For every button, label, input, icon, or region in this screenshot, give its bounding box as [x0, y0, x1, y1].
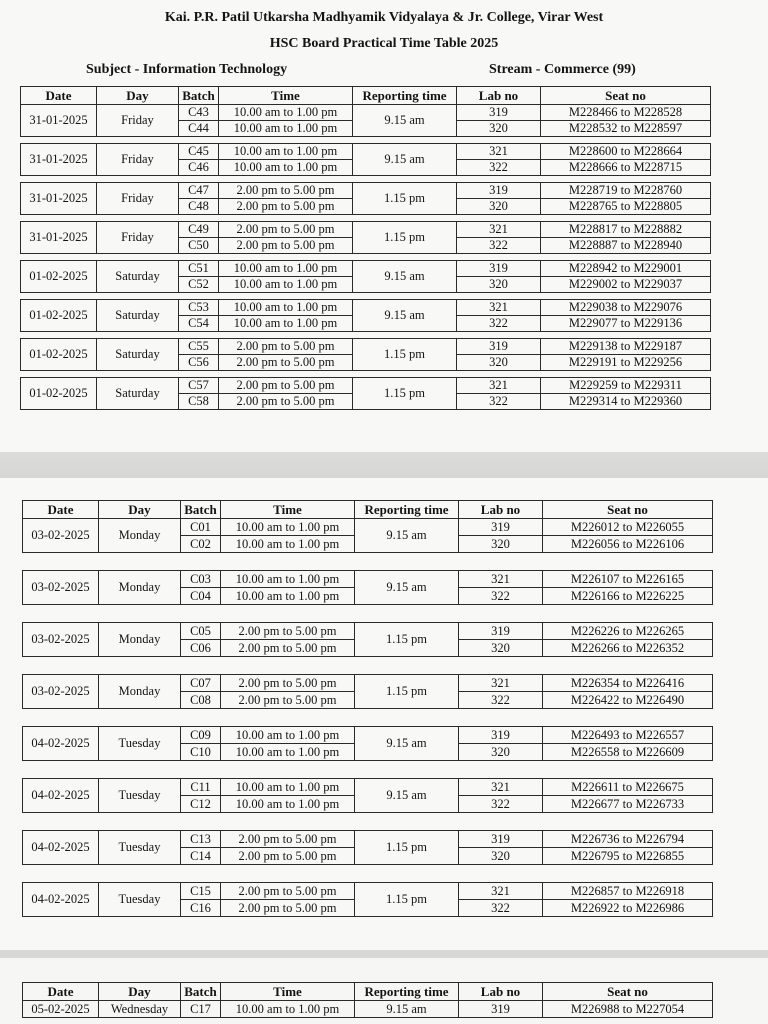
reporting-time-cell: 1.15 pm	[355, 675, 459, 709]
column-header: Lab no	[459, 501, 543, 519]
seat-no-cell: M228466 to M228528	[541, 105, 711, 121]
group-spacer	[23, 865, 713, 883]
seat-no-cell: M228719 to M228760	[541, 183, 711, 199]
table-row	[23, 727, 713, 744]
lab-no-cell: 320	[457, 121, 541, 137]
lab-no-cell: 320	[459, 640, 543, 657]
column-header: Lab no	[459, 983, 543, 1001]
lab-no-cell: 319	[457, 339, 541, 355]
lab-no-cell: 321	[459, 883, 543, 900]
lab-no-cell: 321	[457, 300, 541, 316]
batch-cell: C58	[179, 394, 219, 410]
seat-no-cell: M226677 to M226733	[543, 796, 713, 813]
seat-no-cell: M228666 to M228715	[541, 160, 711, 176]
time-cell: 2.00 pm to 5.00 pm	[219, 199, 353, 215]
batch-cell: C08	[181, 692, 221, 709]
seat-no-cell: M229191 to M229256	[541, 355, 711, 371]
lab-no-cell: 321	[459, 571, 543, 588]
day-cell: Monday	[99, 519, 181, 553]
date-cell: 04-02-2025	[23, 727, 99, 761]
seat-no-cell: M226266 to M226352	[543, 640, 713, 657]
batch-cell: C01	[181, 519, 221, 536]
date-cell: 03-02-2025	[23, 623, 99, 657]
header-row	[23, 983, 713, 1001]
seat-no-cell: M226226 to M226265	[543, 623, 713, 640]
time-cell: 2.00 pm to 5.00 pm	[221, 831, 355, 848]
table-row	[21, 144, 711, 160]
seat-no-cell: M226795 to M226855	[543, 848, 713, 865]
date-cell: 03-02-2025	[23, 519, 99, 553]
date-cell: 31-01-2025	[21, 144, 97, 176]
seat-no-cell: M229077 to M229136	[541, 316, 711, 332]
group-spacer	[21, 137, 711, 144]
table-row	[23, 779, 713, 796]
sheet-gap-2	[0, 950, 768, 958]
reporting-time-cell: 9.15 am	[355, 1001, 459, 1018]
table-row	[21, 183, 711, 199]
lab-no-cell: 322	[459, 692, 543, 709]
batch-cell: C07	[181, 675, 221, 692]
spacer-cell	[23, 553, 713, 571]
lab-no-cell: 320	[459, 848, 543, 865]
seat-no-cell: M229138 to M229187	[541, 339, 711, 355]
table-row	[21, 261, 711, 277]
column-header: Batch	[181, 983, 221, 1001]
seat-no-cell: M226922 to M226986	[543, 900, 713, 917]
batch-cell: C56	[179, 355, 219, 371]
column-header: Lab no	[457, 87, 541, 105]
reporting-time-cell: 1.15 pm	[355, 831, 459, 865]
column-header: Reporting time	[355, 983, 459, 1001]
seat-no-cell: M226857 to M226918	[543, 883, 713, 900]
lab-no-cell: 322	[459, 796, 543, 813]
column-header: Seat no	[541, 87, 711, 105]
batch-cell: C14	[181, 848, 221, 865]
lab-no-cell: 322	[457, 316, 541, 332]
table-row	[23, 831, 713, 848]
group-spacer	[21, 332, 711, 339]
batch-cell: C48	[179, 199, 219, 215]
day-cell: Friday	[97, 105, 179, 137]
sheet-gap	[0, 452, 768, 478]
date-cell: 31-01-2025	[21, 105, 97, 137]
lab-no-cell: 320	[459, 536, 543, 553]
spacer-cell	[21, 215, 711, 222]
reporting-time-cell: 9.15 am	[353, 144, 457, 176]
column-header: Date	[21, 87, 97, 105]
spacer-cell	[23, 709, 713, 727]
seat-no-cell: M226422 to M226490	[543, 692, 713, 709]
date-cell: 03-02-2025	[23, 571, 99, 605]
time-cell: 2.00 pm to 5.00 pm	[219, 339, 353, 355]
time-cell: 10.00 am to 1.00 pm	[219, 316, 353, 332]
spacer-cell	[21, 137, 711, 144]
time-cell: 2.00 pm to 5.00 pm	[221, 848, 355, 865]
spacer-cell	[21, 371, 711, 378]
day-cell: Saturday	[97, 378, 179, 410]
spacer-cell	[21, 254, 711, 261]
group-spacer	[23, 657, 713, 675]
column-header: Time	[221, 501, 355, 519]
date-cell: 04-02-2025	[23, 779, 99, 813]
spacer-cell	[21, 176, 711, 183]
batch-cell: C57	[179, 378, 219, 394]
reporting-time-cell: 1.15 pm	[353, 339, 457, 371]
batch-cell: C02	[181, 536, 221, 553]
batch-cell: C13	[181, 831, 221, 848]
lab-no-cell: 319	[459, 727, 543, 744]
table-row	[23, 883, 713, 900]
reporting-time-cell: 9.15 am	[355, 779, 459, 813]
spacer-cell	[23, 657, 713, 675]
batch-cell: C16	[181, 900, 221, 917]
group-spacer	[21, 371, 711, 378]
batch-cell: C44	[179, 121, 219, 137]
group-spacer	[23, 605, 713, 623]
timetable-3	[22, 982, 713, 1018]
day-cell: Tuesday	[99, 727, 181, 761]
reporting-time-cell: 1.15 pm	[353, 222, 457, 254]
seat-no-cell: M228942 to M229001	[541, 261, 711, 277]
group-spacer	[21, 215, 711, 222]
day-cell: Friday	[97, 222, 179, 254]
date-cell: 04-02-2025	[23, 883, 99, 917]
time-cell: 10.00 am to 1.00 pm	[221, 744, 355, 761]
lab-no-cell: 321	[459, 779, 543, 796]
column-header: Batch	[179, 87, 219, 105]
day-cell: Friday	[97, 183, 179, 215]
day-cell: Saturday	[97, 339, 179, 371]
date-cell: 01-02-2025	[21, 378, 97, 410]
column-header: Seat no	[543, 983, 713, 1001]
reporting-time-cell: 1.15 pm	[355, 883, 459, 917]
page-sheet-1	[0, 0, 768, 452]
time-cell: 2.00 pm to 5.00 pm	[221, 675, 355, 692]
time-cell: 2.00 pm to 5.00 pm	[219, 355, 353, 371]
date-cell: 03-02-2025	[23, 675, 99, 709]
time-cell: 10.00 am to 1.00 pm	[219, 144, 353, 160]
lab-no-cell: 322	[457, 160, 541, 176]
time-cell: 2.00 pm to 5.00 pm	[221, 623, 355, 640]
table-row	[23, 1001, 713, 1018]
batch-cell: C09	[181, 727, 221, 744]
date-cell: 31-01-2025	[21, 222, 97, 254]
table-row	[23, 571, 713, 588]
lab-no-cell: 322	[459, 588, 543, 605]
seat-no-cell: M226107 to M226165	[543, 571, 713, 588]
reporting-time-cell: 1.15 pm	[353, 378, 457, 410]
column-header: Reporting time	[353, 87, 457, 105]
group-spacer	[23, 813, 713, 831]
reporting-time-cell: 9.15 am	[355, 519, 459, 553]
time-cell: 10.00 am to 1.00 pm	[221, 536, 355, 553]
seat-no-cell: M228600 to M228664	[541, 144, 711, 160]
table-row	[21, 378, 711, 394]
table-row	[23, 623, 713, 640]
time-cell: 2.00 pm to 5.00 pm	[219, 394, 353, 410]
seat-no-cell: M226056 to M226106	[543, 536, 713, 553]
table-row	[21, 300, 711, 316]
document-title: HSC Board Practical Time Table 2025	[269, 36, 499, 51]
lab-no-cell: 321	[457, 144, 541, 160]
lab-no-cell: 319	[459, 831, 543, 848]
lab-no-cell: 320	[457, 355, 541, 371]
time-cell: 2.00 pm to 5.00 pm	[221, 692, 355, 709]
day-cell: Saturday	[97, 300, 179, 332]
seat-no-cell: M226012 to M226055	[543, 519, 713, 536]
subject-label: Subject - Information Technology	[86, 62, 288, 77]
seat-no-cell: M226988 to M227054	[543, 1001, 713, 1018]
reporting-time-cell: 1.15 pm	[355, 623, 459, 657]
batch-cell: C10	[181, 744, 221, 761]
reporting-time-cell: 9.15 am	[353, 261, 457, 293]
seat-no-cell: M228887 to M228940	[541, 238, 711, 254]
time-cell: 10.00 am to 1.00 pm	[221, 779, 355, 796]
column-header: Date	[23, 501, 99, 519]
batch-cell: C53	[179, 300, 219, 316]
batch-cell: C06	[181, 640, 221, 657]
batch-cell: C11	[181, 779, 221, 796]
time-cell: 10.00 am to 1.00 pm	[221, 1001, 355, 1018]
reporting-time-cell: 1.15 pm	[353, 183, 457, 215]
seat-no-cell: M228765 to M228805	[541, 199, 711, 215]
batch-cell: C15	[181, 883, 221, 900]
batch-cell: C12	[181, 796, 221, 813]
day-cell: Tuesday	[99, 883, 181, 917]
lab-no-cell: 319	[457, 261, 541, 277]
page-sheet-3	[0, 958, 768, 1024]
stream-label: Stream - Commerce (99)	[489, 62, 636, 77]
column-header: Reporting time	[355, 501, 459, 519]
day-cell: Monday	[99, 623, 181, 657]
date-cell: 04-02-2025	[23, 831, 99, 865]
group-spacer	[23, 553, 713, 571]
time-cell: 2.00 pm to 5.00 pm	[219, 222, 353, 238]
time-cell: 10.00 am to 1.00 pm	[219, 160, 353, 176]
column-header: Time	[219, 87, 353, 105]
group-spacer	[21, 176, 711, 183]
date-cell: 01-02-2025	[21, 261, 97, 293]
date-cell: 31-01-2025	[21, 183, 97, 215]
reporting-time-cell: 9.15 am	[355, 571, 459, 605]
header-row	[21, 87, 711, 105]
column-header: Day	[99, 983, 181, 1001]
time-cell: 2.00 pm to 5.00 pm	[221, 640, 355, 657]
spacer-cell	[21, 332, 711, 339]
batch-cell: C45	[179, 144, 219, 160]
batch-cell: C52	[179, 277, 219, 293]
batch-cell: C04	[181, 588, 221, 605]
time-cell: 2.00 pm to 5.00 pm	[221, 900, 355, 917]
lab-no-cell: 320	[457, 277, 541, 293]
batch-cell: C17	[181, 1001, 221, 1018]
lab-no-cell: 321	[457, 222, 541, 238]
seat-no-cell: M226558 to M226609	[543, 744, 713, 761]
spacer-cell	[23, 605, 713, 623]
lab-no-cell: 319	[457, 105, 541, 121]
reporting-time-cell: 9.15 am	[353, 300, 457, 332]
day-cell: Saturday	[97, 261, 179, 293]
seat-no-cell: M226493 to M226557	[543, 727, 713, 744]
seat-no-cell: M228817 to M228882	[541, 222, 711, 238]
table-row	[21, 105, 711, 121]
group-spacer	[23, 761, 713, 779]
reporting-time-cell: 9.15 am	[353, 105, 457, 137]
page-sheet-2	[0, 478, 768, 958]
date-cell: 01-02-2025	[21, 339, 97, 371]
table-row	[23, 675, 713, 692]
batch-cell: C51	[179, 261, 219, 277]
time-cell: 10.00 am to 1.00 pm	[219, 105, 353, 121]
batch-cell: C49	[179, 222, 219, 238]
time-cell: 10.00 am to 1.00 pm	[221, 571, 355, 588]
column-header: Day	[99, 501, 181, 519]
batch-cell: C05	[181, 623, 221, 640]
seat-no-cell: M229002 to M229037	[541, 277, 711, 293]
column-header: Time	[221, 983, 355, 1001]
lab-no-cell: 320	[457, 199, 541, 215]
day-cell: Tuesday	[99, 831, 181, 865]
batch-cell: C03	[181, 571, 221, 588]
lab-no-cell: 321	[457, 378, 541, 394]
spacer-cell	[23, 761, 713, 779]
date-cell: 05-02-2025	[23, 1001, 99, 1018]
time-cell: 10.00 am to 1.00 pm	[221, 796, 355, 813]
day-cell: Wednesday	[99, 1001, 181, 1018]
lab-no-cell: 319	[457, 183, 541, 199]
time-cell: 10.00 am to 1.00 pm	[221, 588, 355, 605]
group-spacer	[23, 709, 713, 727]
time-cell: 2.00 pm to 5.00 pm	[219, 378, 353, 394]
seat-no-cell: M226166 to M226225	[543, 588, 713, 605]
day-cell: Monday	[99, 675, 181, 709]
seat-no-cell: M229259 to M229311	[541, 378, 711, 394]
reporting-time-cell: 9.15 am	[355, 727, 459, 761]
spacer-cell	[23, 813, 713, 831]
lab-no-cell: 319	[459, 1001, 543, 1018]
batch-cell: C47	[179, 183, 219, 199]
day-cell: Tuesday	[99, 779, 181, 813]
day-cell: Friday	[97, 144, 179, 176]
time-cell: 2.00 pm to 5.00 pm	[221, 883, 355, 900]
batch-cell: C54	[179, 316, 219, 332]
column-header: Batch	[181, 501, 221, 519]
spacer-cell	[23, 865, 713, 883]
seat-no-cell: M226611 to M226675	[543, 779, 713, 796]
column-header: Day	[97, 87, 179, 105]
batch-cell: C46	[179, 160, 219, 176]
seat-no-cell: M228532 to M228597	[541, 121, 711, 137]
table-row	[21, 222, 711, 238]
date-cell: 01-02-2025	[21, 300, 97, 332]
time-cell: 10.00 am to 1.00 pm	[219, 300, 353, 316]
table-row	[23, 519, 713, 536]
batch-cell: C50	[179, 238, 219, 254]
lab-no-cell: 322	[459, 900, 543, 917]
time-cell: 2.00 pm to 5.00 pm	[219, 183, 353, 199]
group-spacer	[21, 293, 711, 300]
lab-no-cell: 320	[459, 744, 543, 761]
time-cell: 10.00 am to 1.00 pm	[221, 727, 355, 744]
header-row	[23, 501, 713, 519]
table-row	[21, 339, 711, 355]
seat-no-cell: M229038 to M229076	[541, 300, 711, 316]
school-name: Kai. P.R. Patil Utkarsha Madhyamik Vidyalaya & Jr. College, Virar West	[164, 10, 604, 25]
lab-no-cell: 321	[459, 675, 543, 692]
time-cell: 10.00 am to 1.00 pm	[219, 261, 353, 277]
time-cell: 10.00 am to 1.00 pm	[219, 121, 353, 137]
day-cell: Monday	[99, 571, 181, 605]
seat-no-cell: M226354 to M226416	[543, 675, 713, 692]
lab-no-cell: 322	[457, 394, 541, 410]
time-cell: 10.00 am to 1.00 pm	[221, 519, 355, 536]
group-spacer	[21, 254, 711, 261]
batch-cell: C43	[179, 105, 219, 121]
timetable-1	[20, 86, 711, 410]
column-header: Seat no	[543, 501, 713, 519]
lab-no-cell: 322	[457, 238, 541, 254]
seat-no-cell: M229314 to M229360	[541, 394, 711, 410]
timetable-2	[22, 500, 713, 917]
spacer-cell	[21, 293, 711, 300]
lab-no-cell: 319	[459, 519, 543, 536]
time-cell: 2.00 pm to 5.00 pm	[219, 238, 353, 254]
seat-no-cell: M226736 to M226794	[543, 831, 713, 848]
time-cell: 10.00 am to 1.00 pm	[219, 277, 353, 293]
lab-no-cell: 319	[459, 623, 543, 640]
column-header: Date	[23, 983, 99, 1001]
batch-cell: C55	[179, 339, 219, 355]
